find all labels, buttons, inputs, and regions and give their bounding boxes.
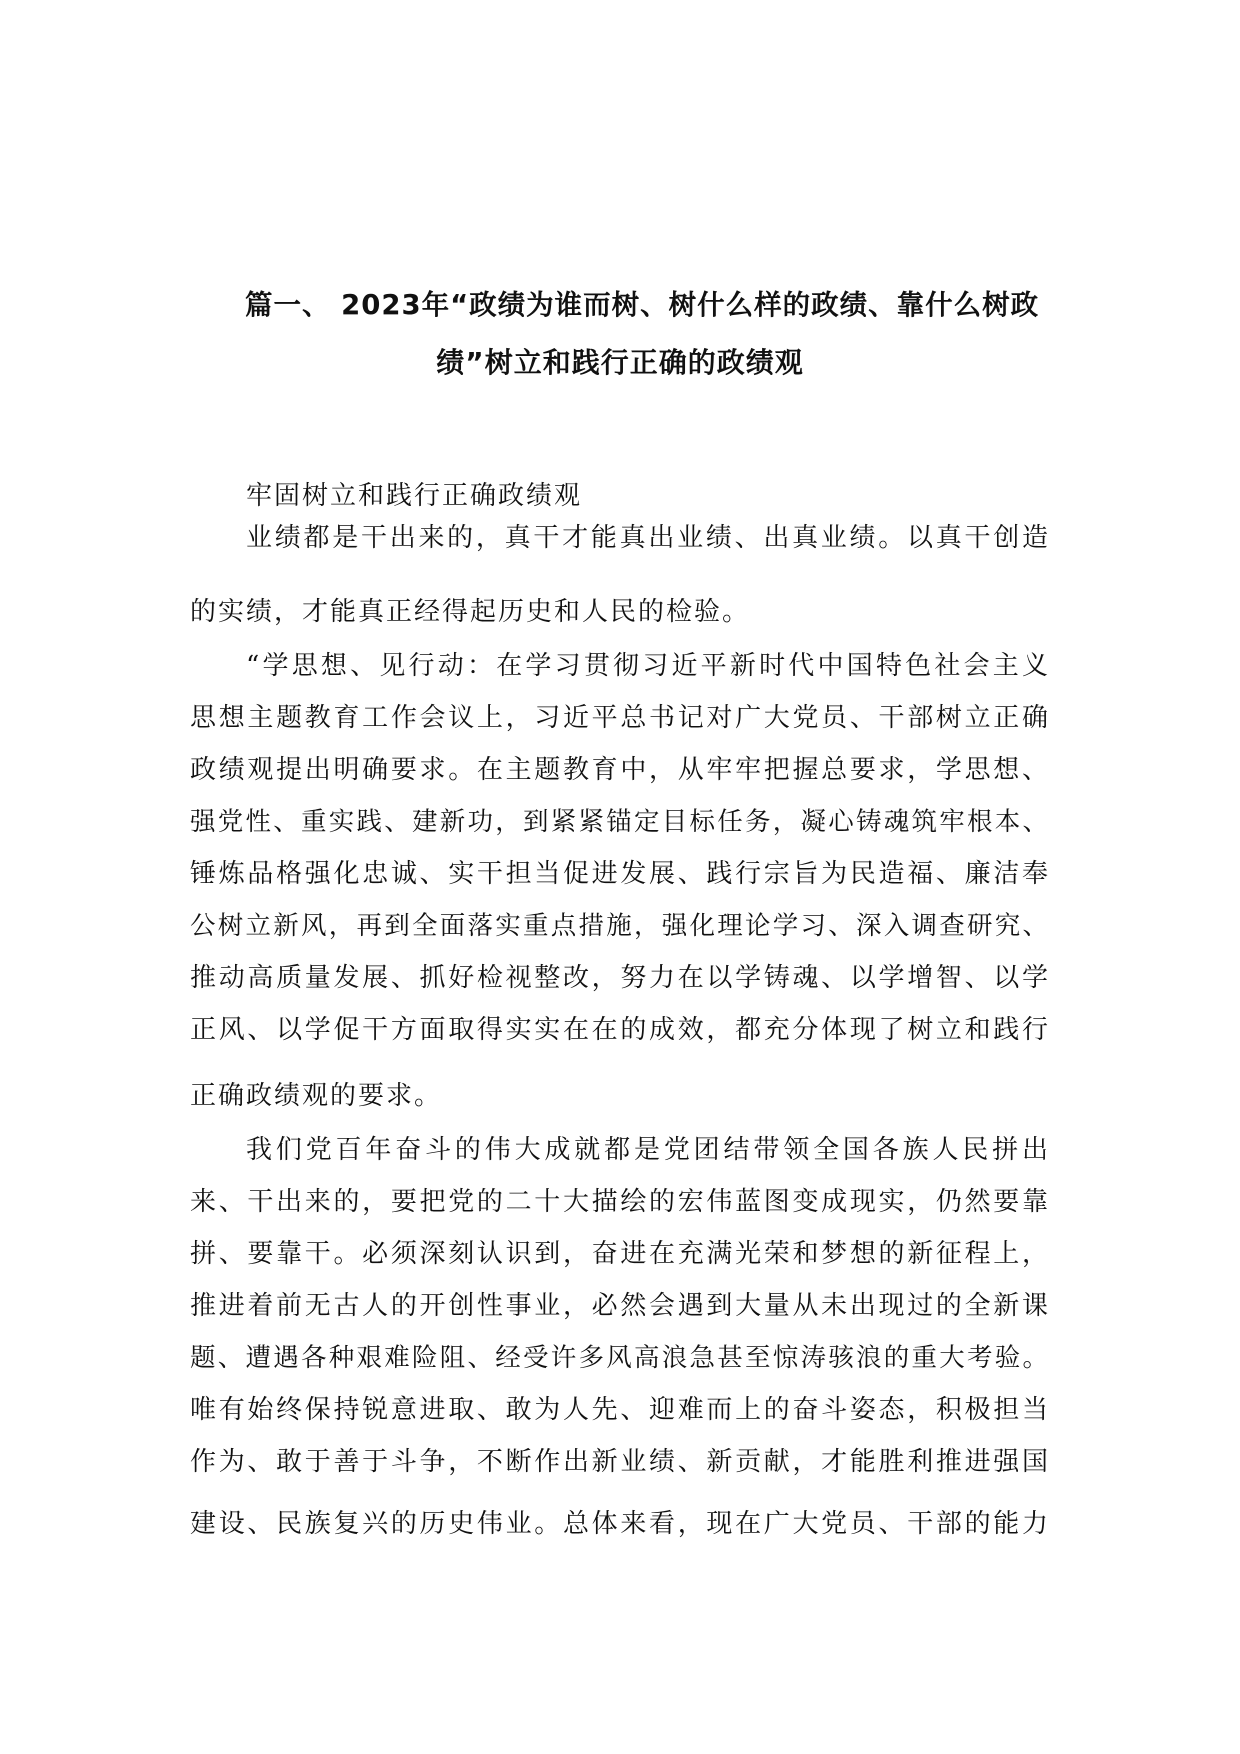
document-title-line-2: 绩”树立和践行正确的政绩观 [436,346,804,379]
text-line: 推进着前无古人的开创性事业，必然会遇到大量从未出现过的全新课 [190,1291,1050,1321]
text-line: “学思想、见行动：在学习贯彻习近平新时代中国特色社会主义 [246,651,1050,681]
text-line: 题、遭遇各种艰难险阻、经受许多风高浪急甚至惊涛骇浪的重大考验。 [190,1343,1050,1373]
paragraph-4 [190,1124,1050,1488]
text-line: 建设、民族复兴的历史伟业。总体来看，现在广大党员、干部的能力 [190,1509,1050,1539]
text-line: 正确政绩观的要求。 [190,1081,443,1111]
text-line: 锤炼品格强化忠诚、实干担当促进发展、践行宗旨为民造福、廉洁奉 [190,859,1050,889]
text-line: 唯有始终保持锐意进取、敢为人先、迎难而上的奋斗姿态，积极担当 [190,1395,1050,1425]
text-line: 业绩都是干出来的，真干才能真出业绩、出真业绩。以真干创造 [246,523,1050,553]
text-line: 推动高质量发展、抓好检视整改，努力在以学铸魂、以学增智、以学 [190,963,1050,993]
text-line: 政绩观提出明确要求。在主题教育中，从牢牢把握总要求，学思想、 [190,755,1050,785]
text-line: 思想主题教育工作会议上，习近平总书记对广大党员、干部树立正确 [190,703,1050,733]
text-line: 的实绩，才能真正经得起历史和人民的检验。 [190,597,751,627]
text-line: 牢固树立和践行正确政绩观 [246,481,583,511]
paragraph-3 [190,640,1050,1056]
document-title-line-1: 篇一、 2023年“政绩为谁而树、树什么样的政绩、靠什么树政 [245,289,1040,321]
text-line: 强党性、重实践、建新功，到紧紧锚定目标任务，凝心铸魂筑牢根本、 [190,807,1050,837]
text-line: 我们党百年奋斗的伟大成就都是党团结带领全国各族人民拼出 [246,1135,1050,1165]
text-line: 作为、敢于善于斗争，不断作出新业绩、新贡献，才能胜利推进强国 [190,1447,1050,1477]
text-line: 正风、以学促干方面取得实实在在的成效，都充分体现了树立和践行 [190,1015,1050,1045]
text-line: 公树立新风，再到全面落实重点措施，强化理论学习、深入调查研究、 [190,911,1050,941]
text-line: 来、干出来的，要把党的二十大描绘的宏伟蓝图变成现实，仍然要靠 [190,1187,1050,1217]
paragraph-4-continued [190,1498,1050,1550]
paragraph-3-continued [190,1070,1050,1122]
paragraph-2-continued [190,586,1050,638]
paragraph-2 [190,512,1050,564]
text-line: 拼、要靠干。必须深刻认识到，奋进在充满光荣和梦想的新征程上， [190,1239,1050,1269]
